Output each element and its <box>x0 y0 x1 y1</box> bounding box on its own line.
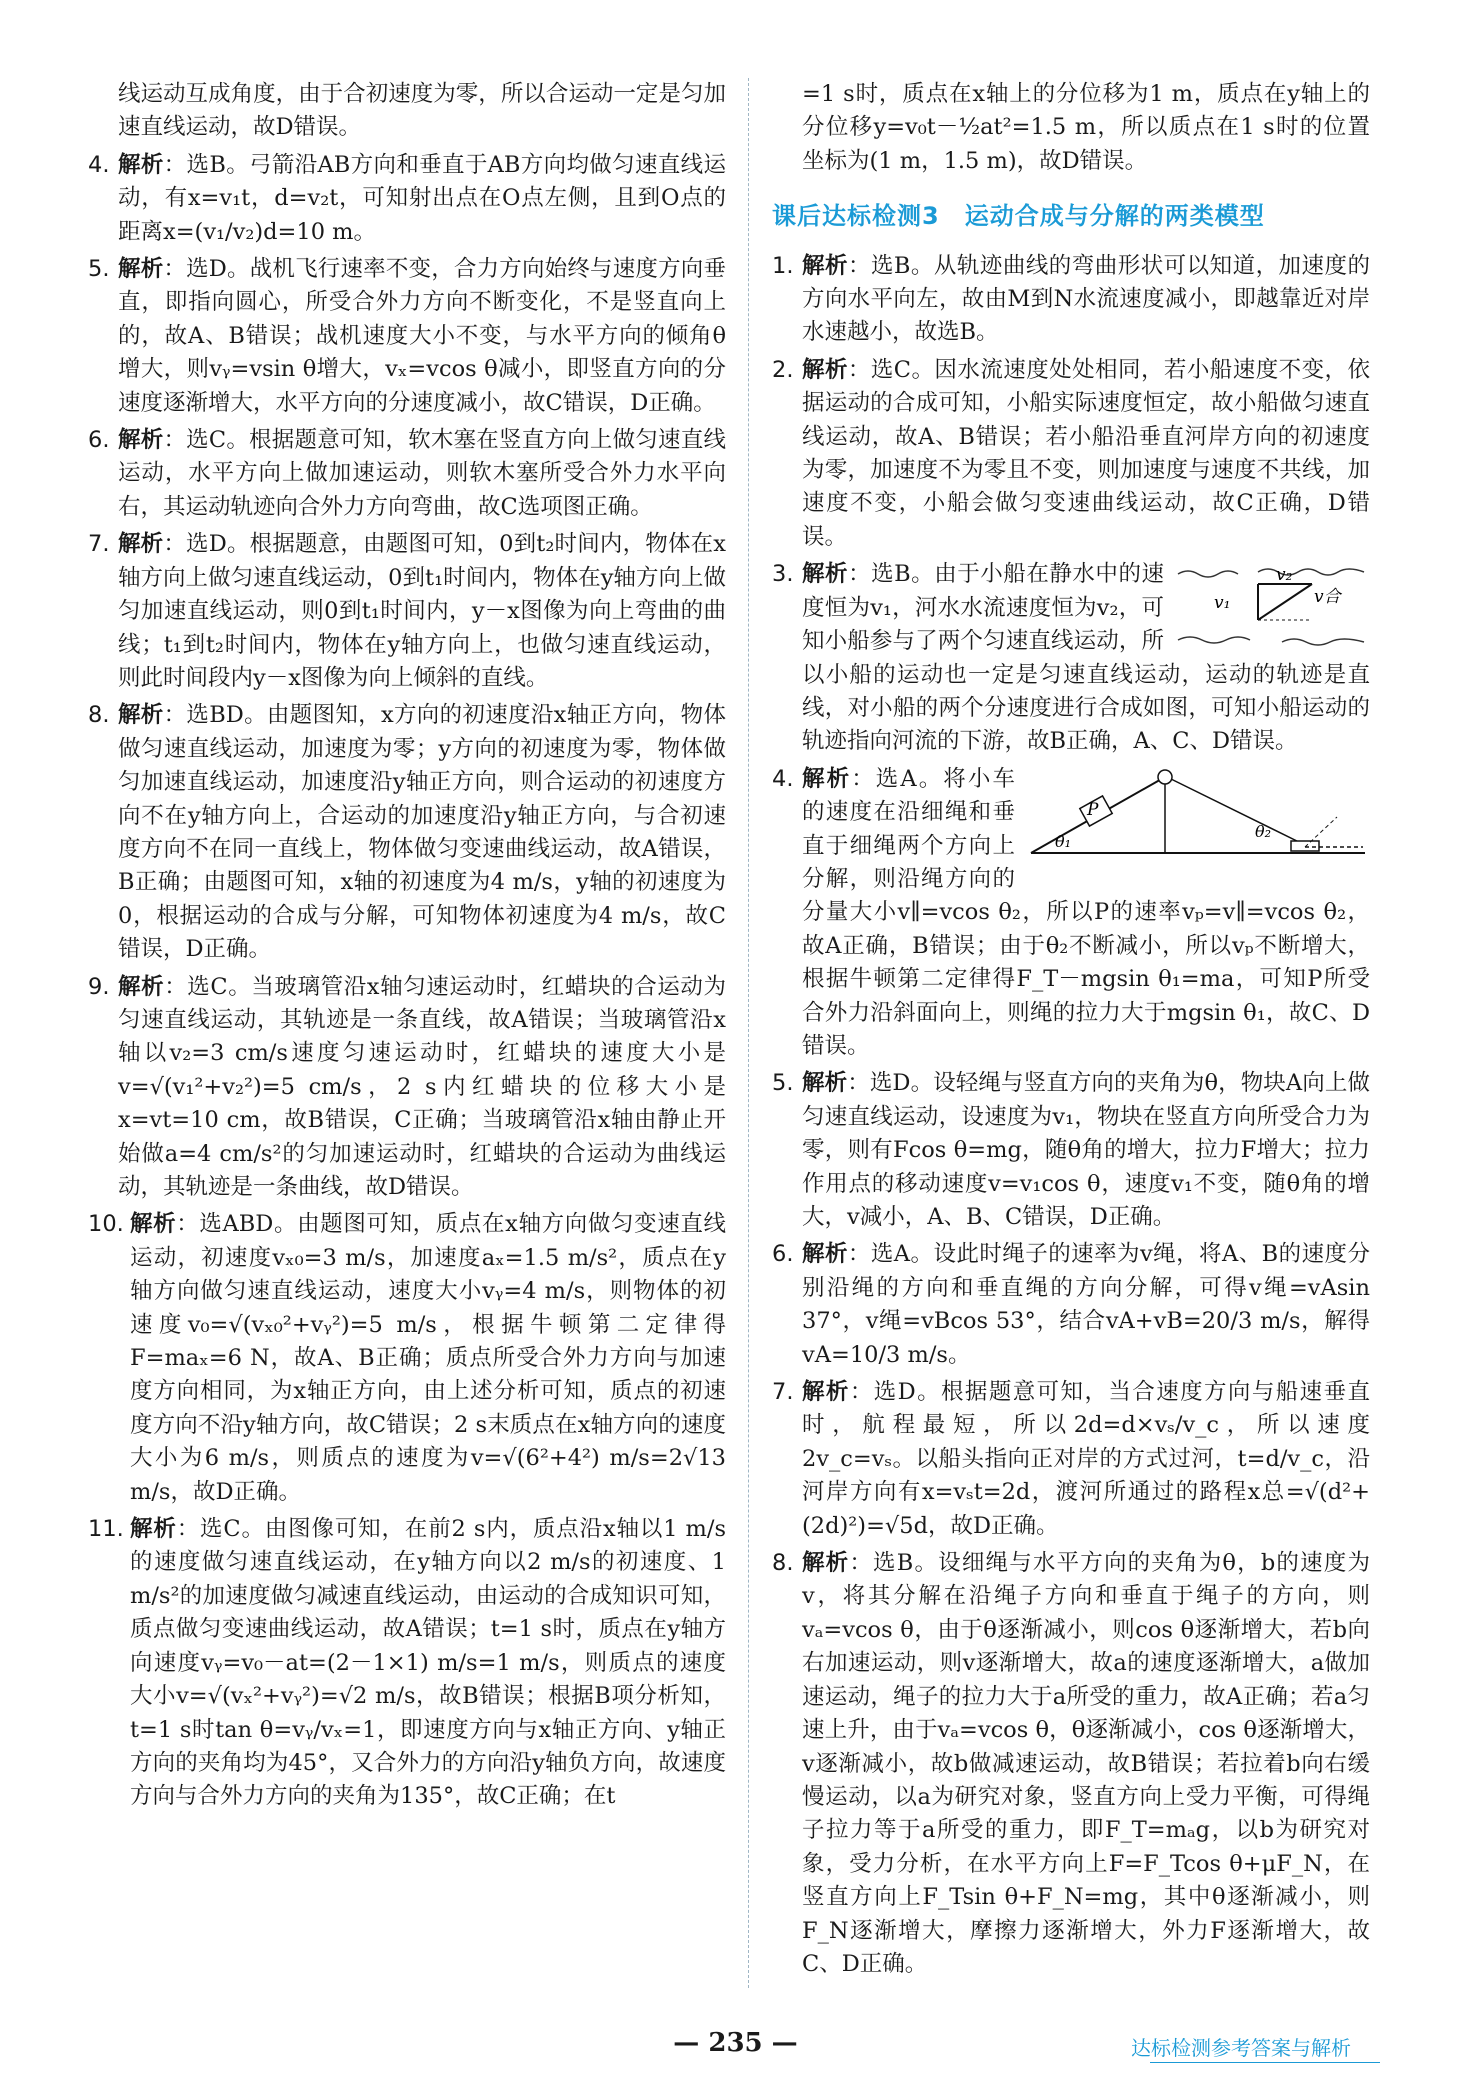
answer-text: ：选B。从轨迹曲线的弯曲形状可以知道，加速度的方向水平向左，故由M到N水流速度减小，即越靠近对岸水速越小，故选B。 <box>802 252 1370 346</box>
answer-number: 5. <box>772 1070 794 1097</box>
answer-text: ：选ABD。由题图可知，质点在x轴方向做匀变速直线运动，初速度vₓ₀=3 m/s，加速度aₓ=1.5 m/s²，质点在y轴方向做匀速直线运动，速度大小vᵧ=4 m/s，则物体的初速度v₀=√(vₓ₀²+vᵧ²)=5 m/s，根据牛顿第二定律得F=maₓ=6 N，故A、B正确；质点所受合外力方向与加速度方向相同，为x轴正方向，由上述分析可知，质点的初速度方向不沿y轴方向，故C错误；2 s末质点在x轴方向的速度大小为6 m/s，则质点的速度为v=√(6²+4²) m/s=2√13 m/s，故D正确。 <box>130 1211 726 1505</box>
answer-5 <box>88 253 726 420</box>
answer-7 <box>88 528 726 695</box>
answer-text: ：选D。设轻绳与竖直方向的夹角为θ，物块A向上做匀速直线运动，设速度为v₁，物块在竖直方向所受合力为零，则有Fcos θ=mg，随θ角的增大，拉力F增大；拉力作用点的移动速度v=v₁cos θ，速度v₁不变，随θ角的增大，v减小，A、B、C错误，D正确。 <box>802 1070 1370 1230</box>
answer-number: 7. <box>772 1379 794 1406</box>
answer-number: 2. <box>772 356 794 383</box>
answer-number: 6. <box>88 427 110 454</box>
page-number: — 235 — <box>673 2028 798 2058</box>
river-bank-top <box>1178 569 1364 577</box>
answer-number: 3. <box>772 561 794 588</box>
answer-number: 5. <box>88 256 110 283</box>
answer-text: ：选A。将小车的速度在沿细绳和垂直于细绳两个方向上分解，则沿绳方向的分量大小v∥=vcos θ₂，所以P的速率vₚ=v∥=vcos θ₂，故A正确，B错误；由于θ₂不断减小，所以vₚ不断增大，根据牛顿第二定律得F_T－mgsin θ₁=ma，可知P所受合外力沿斜面向上，则绳的拉力大于mgsin θ₁，故C、D错误。 <box>802 765 1370 1059</box>
answer-label: 解析 <box>130 1211 177 1238</box>
answer-label: 解析 <box>802 765 852 792</box>
pulley <box>1158 770 1172 784</box>
answer-number: 8. <box>88 702 110 729</box>
vhe-label: v合 <box>1314 587 1341 608</box>
answer-number: 1. <box>772 252 794 279</box>
answer-3 <box>772 558 1370 758</box>
answer-6 <box>772 1238 1370 1372</box>
answer-label: 解析 <box>802 561 849 588</box>
answer-9 <box>88 971 726 1205</box>
section-title: 课后达标检测3 运动合成与分解的两类模型 <box>772 202 1265 231</box>
answer-label: 解析 <box>118 151 164 178</box>
answer-number: 4. <box>88 151 110 178</box>
answer-label: 解析 <box>802 1550 850 1577</box>
answer-label: 解析 <box>802 356 848 383</box>
theta1-label: θ₁ <box>1055 831 1072 851</box>
answer-label: 解析 <box>130 1516 177 1543</box>
answer-number: 11. <box>88 1516 124 1543</box>
answer-8 <box>88 699 726 966</box>
answer-8 <box>772 1547 1370 1981</box>
rope-to-car <box>1171 779 1305 845</box>
block-p-label: P <box>1087 799 1099 820</box>
answer-text: ：选D。根据题意，由题图可知，0到t₂时间内，物体在x轴方向上做匀速直线运动，0到t₁时间内，物体在y轴方向上做匀加速直线运动，则0到t₁时间内，y－x图像为向上弯曲的曲线；t₁到t₂时间内，物体在y轴方向上，也做匀速直线运动，则此时间段内y－x图像为向上倾斜的直线。 <box>118 531 726 691</box>
answer-label: 解析 <box>118 427 164 454</box>
car <box>1291 841 1319 851</box>
river-velocity-figure <box>1174 562 1370 652</box>
answer-text: ：选C。因水流速度处处相同，若小船速度不变，依据运动的合成可知，小船实际速度恒定，故小船做匀速直线运动，故A、B错误；若小船沿垂直河岸方向的初速度为零，加速度不为零且不变，则加速度与速度不共线，加速度不变，小船会做匀变速曲线运动，故C正确，D错误。 <box>802 356 1370 550</box>
answer-number: 6. <box>772 1241 794 1268</box>
answer-text: ：选C。由图像可知，在前2 s内，质点沿x轴以1 m/s的速度做匀速直线运动，在y轴方向以2 m/s的初速度、1 m/s²的加速度做匀减速直线运动，由运动的合成知识可知，质点做匀变速曲线运动，故A错误；t=1 s时，质点在y轴方向速度vᵧ=v₀－at=(2－1×1) m/s=1 m/s，则质点的速度大小v=√(vₓ²+vᵧ²)=√2 m/s，故B错误；根据B项分析知，t=1 s时tan θ=vᵧ/vₓ=1，即速度方向与x轴正方向、y轴正方向的夹角均为45°，又合外力的方向沿y轴负方向，故速度方向与合外力方向的夹角为135°，故C正确；在t <box>130 1516 726 1810</box>
answer-1 <box>772 250 1370 350</box>
answer-6 <box>88 424 726 524</box>
answer-text: ：选C。根据题意可知，软木塞在竖直方向上做匀速直线运动，水平方向上做加速运动，则软木塞所受合外力水平向右，其运动轨迹向合外力方向弯曲，故C选项图正确。 <box>118 427 726 520</box>
incline-pulley-figure <box>1025 767 1370 863</box>
footer-label: 达标检测参考答案与解析 <box>1131 2036 1351 2060</box>
answer-text: ：选B。由于小船在静水中的速度恒为v₁，河水水流速度恒为v₂，可知小船参与了两个匀速直线运动，所以小船的运动也一定是匀速直线运动，运动的轨迹是直线，对小船的两个分速度进行合成如图，可知小船运动的轨迹指向河流的下游，故B正确，A、C、D错误。 <box>802 561 1370 755</box>
answer-4 <box>88 149 726 249</box>
answer-label: 解析 <box>118 531 164 558</box>
answer-number: 4. <box>772 765 794 792</box>
answer-label: 解析 <box>802 1241 848 1268</box>
left-column <box>88 78 726 1818</box>
answer-7 <box>772 1376 1370 1543</box>
answer-10 <box>88 1208 726 1509</box>
answer-text: ：选BD。由题图知，x方向的初速度沿x轴正方向，物体做匀速直线运动，加速度为零；y方向的初速度为零，物体做匀加速直线运动，加速度沿y轴正方向，则合运动的初速度方向不在y轴方向上，合运动的加速度沿y轴正方向，与合初速度方向不在同一直线上，物体做匀变速曲线运动，故A错误，B正确；由题图可知，x轴的初速度为4 m/s，y轴的初速度为0，根据运动的合成与分解，可知物体初速度为4 m/s，故C错误，D正确。 <box>118 702 726 963</box>
river-bank-bottom <box>1178 637 1364 645</box>
answer-text: ：选B。设细绳与水平方向的夹角为θ，b的速度为v，将其分解在沿绳子方向和垂直于绳子的方向，则vₐ=vcos θ，由于θ逐渐减小，则cos θ逐渐增大，若b向右加速运动，则v逐渐增大，故a的速度逐渐增大，a做加速运动，绳子的拉力大于a所受的重力，故A正确；若a匀速上升，由于vₐ=vcos θ，θ逐渐减小，cos θ逐渐增大，v逐渐减小，故b做减速运动，故B错误；若拉着b向右缓慢运动，以a为研究对象，竖直方向上受力平衡，可得绳子拉力等于a所受的重力，即F_T=mₐg，以b为研究对象，受力分析，在水平方向上F=F_Tcos θ+μF_N，在竖直方向上F_Tsin θ+F_N=mg，其中θ逐渐减小，则F_N逐渐增大，摩擦力逐渐增大，外力F逐渐增大，故C、D正确。 <box>802 1550 1370 1977</box>
resultant-arrow <box>1258 584 1312 620</box>
answer-label: 解析 <box>118 256 164 283</box>
answer-label: 解析 <box>118 702 164 729</box>
answer-text: ：选D。根据题意可知，当合速度方向与船速垂直时，航程最短，所以2d=d×vₛ/v_c，所以速度2v_c=vₛ。以船头指向正对岸的方式过河，t=d/v_c，沿河岸方向有x=vₛt=2d，渡河所通过的路程x总=√(d²+(2d)²)=√5d，故D正确。 <box>802 1379 1370 1539</box>
answer-continuation: 线运动互成角度，由于合初速度为零，所以合运动一定是匀加速直线运动，故D错误。 <box>118 81 726 141</box>
theta2-label: θ₂ <box>1255 821 1272 841</box>
answer-label: 解析 <box>802 1070 848 1097</box>
answer-text: ：选D。战机飞行速率不变，合力方向始终与速度方向垂直，即指向圆心，所受合外力方向不断变化，不是竖直向上的，故A、B错误；战机速度大小不变，与水平方向的倾角θ增大，则vᵧ=vsin θ增大，vₓ=vcos θ减小，即竖直方向的分速度逐渐增大，水平方向的分速度减小，故C错误，D正确。 <box>118 256 726 416</box>
column-divider <box>748 78 749 1988</box>
answer-11 <box>88 1513 726 1814</box>
answer-continuation: =1 s时，质点在x轴上的分位移为1 m，质点在y轴上的分位移y=v₀t－½at²=1.5 m，所以质点在1 s时的位置坐标为(1 m，1.5 m)，故D错误。 <box>802 81 1370 174</box>
answer-text: ：选C。当玻璃管沿x轴匀速运动时，红蜡块的合运动为匀速直线运动，其轨迹是一条直线，故A错误；当玻璃管沿x轴以v₂=3 cm/s速度匀速运动时，红蜡块的速度大小是v=√(v₁²+v₂²)=5 cm/s，2 s内红蜡块的位移大小是x=vt=10 cm，故B错误，C正确；当玻璃管沿x轴由静止开始做a=4 cm/s²的匀加速运动时，红蜡块的合运动为曲线运动，其轨迹是一条曲线，故D错误。 <box>118 973 726 1200</box>
answer-2 <box>772 354 1370 554</box>
answer-label: 解析 <box>802 252 848 279</box>
answer-5 <box>772 1067 1370 1234</box>
answer-number: 10. <box>88 1211 124 1238</box>
v2-label: v₂ <box>1276 565 1293 586</box>
right-column <box>772 78 1370 1985</box>
v1-label: v₁ <box>1214 593 1231 614</box>
footer-underline <box>1150 2062 1380 2063</box>
answer-text: ：选B。弓箭沿AB方向和垂直于AB方向均做匀速直线运动，有x=v₁t，d=v₂t，可知射出点在O点左侧，且到O点的距离x=(v₁/v₂)d=10 m。 <box>118 151 726 245</box>
answer-label: 解析 <box>802 1379 850 1406</box>
answer-4 <box>772 763 1370 1064</box>
answer-number: 8. <box>772 1550 794 1577</box>
answer-text: ：选A。设此时绳子的速率为v绳，将A、B的速度分别沿绳的方向和垂直绳的方向分解，可得v绳=vAsin 37°，v绳=vBcos 53°，结合vA+vB=20/3 m/s，解得vA=10/3 m/s。 <box>802 1241 1370 1368</box>
answer-number: 9. <box>88 973 110 1000</box>
answer-number: 7. <box>88 531 110 558</box>
answer-label: 解析 <box>118 973 165 1000</box>
